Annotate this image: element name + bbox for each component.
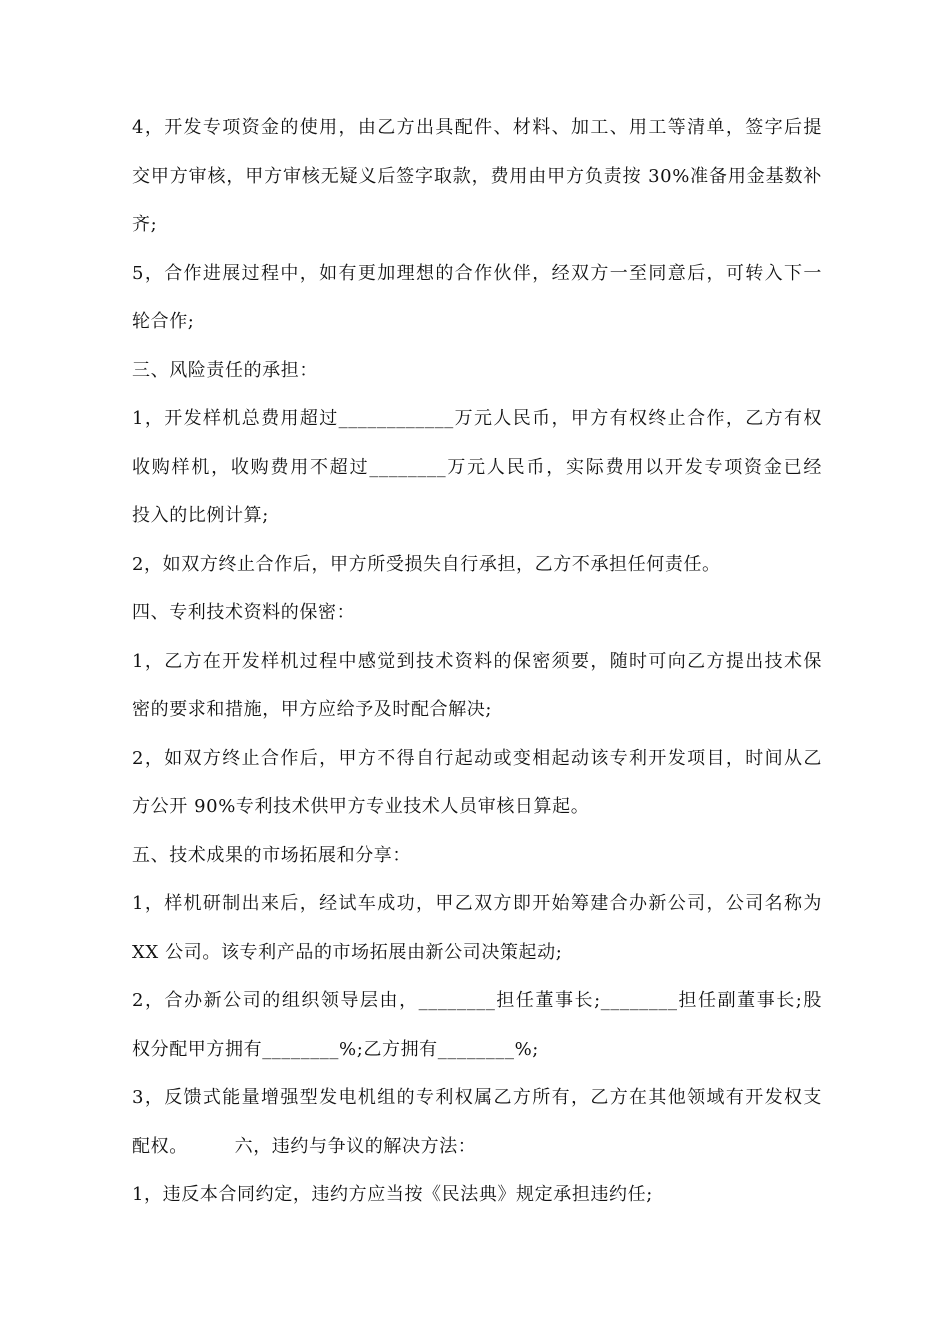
- text-line: 1，样机研制出来后，经试车成功，甲乙双方即开始筹建合办新公司，公司名称为: [132, 893, 822, 914]
- text-line: 配权。 六，违约与争议的解决方法：: [132, 1135, 477, 1157]
- document-page: [132, 104, 822, 1220]
- text-line: 2，如双方终止合作后，甲方不得自行起动或变相起动该专利开发项目，时间从乙: [132, 747, 822, 769]
- text-line: 密的要求和措施，甲方应给予及时配合解决;: [132, 699, 493, 720]
- text-line: 投入的比例计算;: [132, 505, 269, 526]
- section-heading: 五、技术成果的市场拓展和分享：: [132, 844, 411, 866]
- text-line: 轮合作;: [132, 311, 195, 332]
- section-heading: 四、专利技术资料的保密：: [132, 602, 356, 623]
- text-line: 收购样机，收购费用不超过________万元人民币，实际费用以开发专项资金已经: [132, 456, 822, 478]
- text-line: 方公开 90%专利技术供甲方专业技术人员审核日算起。: [132, 796, 590, 817]
- text-line: 权分配甲方拥有________%;乙方拥有________%;: [132, 1038, 539, 1060]
- text-line: 交甲方审核，甲方审核无疑义后签字取款，费用由甲方负责按 30%准备用金基数补: [132, 165, 822, 187]
- text-line: 1，违反本合同约定，违约方应当按《民法典》规定承担违约任;: [132, 1184, 653, 1205]
- text-line: 1，乙方在开发样机过程中感觉到技术资料的保密须要，随时可向乙方提出技术保: [132, 650, 822, 672]
- text-line: 1，开发样机总费用超过____________万元人民币，甲方有权终止合作，乙方有权: [132, 408, 822, 429]
- text-line: 齐;: [132, 214, 158, 235]
- text-line: 3，反馈式能量增强型发电机组的专利权属乙方所有，乙方在其他领域有开发权支: [132, 1087, 822, 1108]
- text-line: 5，合作进展过程中，如有更加理想的合作伙伴，经双方一至同意后，可转入下一: [132, 262, 822, 284]
- text-line: XX 公司。该专利产品的市场拓展由新公司决策起动;: [132, 941, 563, 963]
- text-line: 2，合办新公司的组织领导层由，________担任董事长;________担任副董事长;股: [132, 990, 822, 1011]
- text-line: 2，如双方终止合作后，甲方所受损失自行承担，乙方不承担任何责任。: [132, 553, 721, 575]
- section-heading: 三、风险责任的承担：: [132, 359, 318, 381]
- text-line: 4，开发专项资金的使用，由乙方出具配件、材料、加工、用工等清单，签字后提: [132, 117, 822, 138]
